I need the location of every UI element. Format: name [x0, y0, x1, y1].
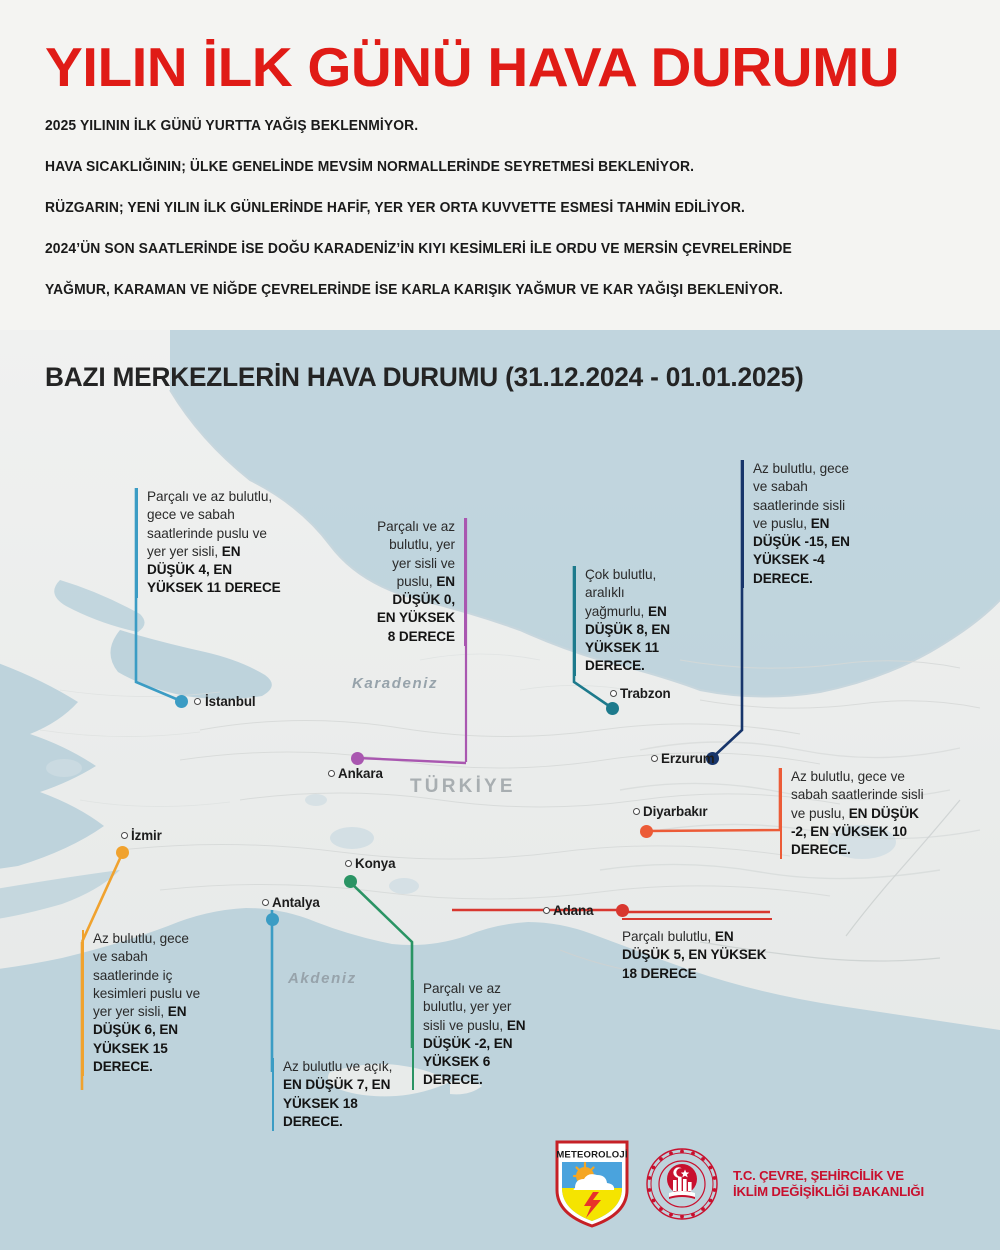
callout-diyarbakir: [780, 768, 936, 859]
callout-erzurum-temperature: EN DÜŞÜK -15, EN YÜKSEK -4 DERECE.: [753, 515, 850, 586]
callout-trabzon-condition: Çok bulutlu, aralıklı yağmurlu,: [585, 567, 657, 619]
antalya-dot: [266, 913, 279, 926]
izmir-ring: [121, 832, 128, 839]
callout-ankara-condition: Parçalı ve az bulutlu, yer yer sisli ve puslu,: [377, 519, 455, 589]
callout-istanbul-temperature: EN DÜŞÜK 4, EN YÜKSEK 11 DERECE: [147, 543, 281, 596]
callout-izmir-condition: Az bulutlu, gece ve sabah saatlerinde iç kesimleri puslu ve yer yer sisli,: [93, 931, 201, 1020]
callout-adana: [622, 918, 772, 983]
adana-dot: [616, 904, 629, 917]
callout-antalya-condition: Az bulutlu ve açık,: [283, 1059, 393, 1074]
ankara-dot: [351, 752, 364, 765]
konya-label: Konya: [355, 856, 396, 871]
callout-diyarbakir-temperature: EN DÜŞÜK -2, EN YÜKSEK 10 DERECE.: [791, 805, 919, 858]
izmir-dot: [116, 846, 129, 859]
callout-erzurum-condition: Az bulutlu, gece ve sabah saatlerinde sisli ve puslu,: [753, 461, 849, 531]
callout-ankara-temperature: EN DÜŞÜK 0, EN YÜKSEK 8 DERECE: [376, 573, 455, 644]
geo-label-akdeniz: Akdeniz: [288, 970, 357, 987]
istanbul-dot: [175, 695, 188, 708]
trabzon-dot: [606, 702, 619, 715]
callout-erzurum: [742, 460, 854, 588]
adana-label: Adana: [553, 903, 594, 918]
meteoroloji-wordmark: METEOROLOJİ: [556, 1149, 628, 1161]
erzurum-label: Erzurum: [661, 751, 715, 766]
istanbul-ring: [194, 698, 201, 705]
ministry-line-2: İKLİM DEĞİŞİKLİĞİ BAKANLIĞI: [733, 1184, 924, 1199]
intro-line-3: RÜZGARIN; YENİ YILIN İLK GÜNLERİNDE HAFİF, YER YER ORTA KUVVETTE ESMESİ TAHMİN EDİLİYOR.: [45, 200, 745, 216]
diyarbakir-dot: [640, 825, 653, 838]
ankara-label: Ankara: [338, 766, 383, 781]
ministry-name: [733, 1168, 924, 1201]
trabzon-label: Trabzon: [620, 686, 671, 701]
erzurum-ring: [651, 755, 658, 762]
callout-istanbul: [136, 488, 288, 598]
section-title: BAZI MERKEZLERİN HAVA DURUMU (31.12.2024 - 01.01.2025): [45, 362, 804, 392]
konya-ring: [345, 860, 352, 867]
ankara-ring: [328, 770, 335, 777]
intro-line-2: HAVA SICAKLIĞININ; ÜLKE GENELİNDE MEVSİM NORMALLERİNDE SEYRETMESİ BEKLENİYOR.: [45, 159, 695, 175]
ministry-seal-icon: [645, 1147, 719, 1221]
konya-dot: [344, 875, 357, 888]
callout-diyarbakir-condition: Az bulutlu, gece ve sabah saatlerinde sisli ve puslu,: [791, 769, 924, 821]
izmir-label: İzmir: [131, 828, 162, 843]
ministry-line-1: T.C. ÇEVRE, ŞEHİRCİLİK VE: [733, 1167, 904, 1183]
footer-logos: [553, 1138, 924, 1230]
callout-adana-condition: Parçalı bulutlu,: [622, 929, 712, 944]
geo-label-karadeniz: Karadeniz: [352, 675, 439, 692]
callout-konya-condition: Parçalı ve az bulutlu, yer yer sisli ve puslu,: [423, 981, 512, 1033]
header: [0, 0, 1000, 330]
meteoroloji-logo-icon: [553, 1138, 631, 1230]
antalya-label: Antalya: [272, 895, 320, 910]
antalya-ring: [262, 899, 269, 906]
callout-trabzon: [574, 566, 682, 676]
istanbul-label: İstanbul: [205, 694, 256, 709]
callout-konya-temperature: EN DÜŞÜK -2, EN YÜKSEK 6 DERECE.: [423, 1017, 526, 1088]
callout-izmir-temperature: EN DÜŞÜK 6, EN YÜKSEK 15 DERECE.: [93, 1004, 187, 1075]
intro-line-4: 2024’ÜN SON SAATLERİNDE İSE DOĞU KARADENİZ’İN KIYI KESİMLERİ İLE ORDU VE MERSİN ÇEVRELERİNDE: [45, 241, 792, 257]
adana-ring: [543, 907, 550, 914]
intro-line-5: YAĞMUR, KARAMAN VE NİĞDE ÇEVRELERİNDE İSE KARLA KARIŞIK YAĞMUR VE KAR YAĞIŞI BEKLENİYOR.: [45, 282, 784, 298]
diyarbakir-ring: [633, 808, 640, 815]
callout-adana-temperature: EN DÜŞÜK 5, EN YÜKSEK 18 DERECE: [622, 929, 767, 981]
trabzon-ring: [610, 690, 617, 697]
diyarbakir-label: Diyarbakır: [643, 804, 708, 819]
callout-trabzon-temperature: EN DÜŞÜK 8, EN YÜKSEK 11 DERECE.: [585, 603, 671, 674]
callout-ankara: [372, 518, 466, 646]
callout-konya: [412, 980, 534, 1090]
callout-izmir: [82, 930, 206, 1076]
intro-paragraphs: [45, 118, 955, 299]
callout-antalya-temperature: EN DÜŞÜK 7, EN YÜKSEK 18 DERECE.: [283, 1077, 391, 1129]
callout-istanbul-condition: Parçalı ve az bulutlu, gece ve sabah saatlerinde puslu ve yer yer sisli,: [147, 489, 273, 559]
page-title: YILIN İLK GÜNÜ HAVA DURUMU: [45, 36, 900, 98]
intro-line-1: 2025 YILININ İLK GÜNÜ YURTTA YAĞIŞ BEKLENMİYOR.: [45, 118, 419, 134]
geo-label-turkiye: TÜRKİYE: [410, 776, 516, 797]
callout-antalya: [272, 1058, 396, 1131]
